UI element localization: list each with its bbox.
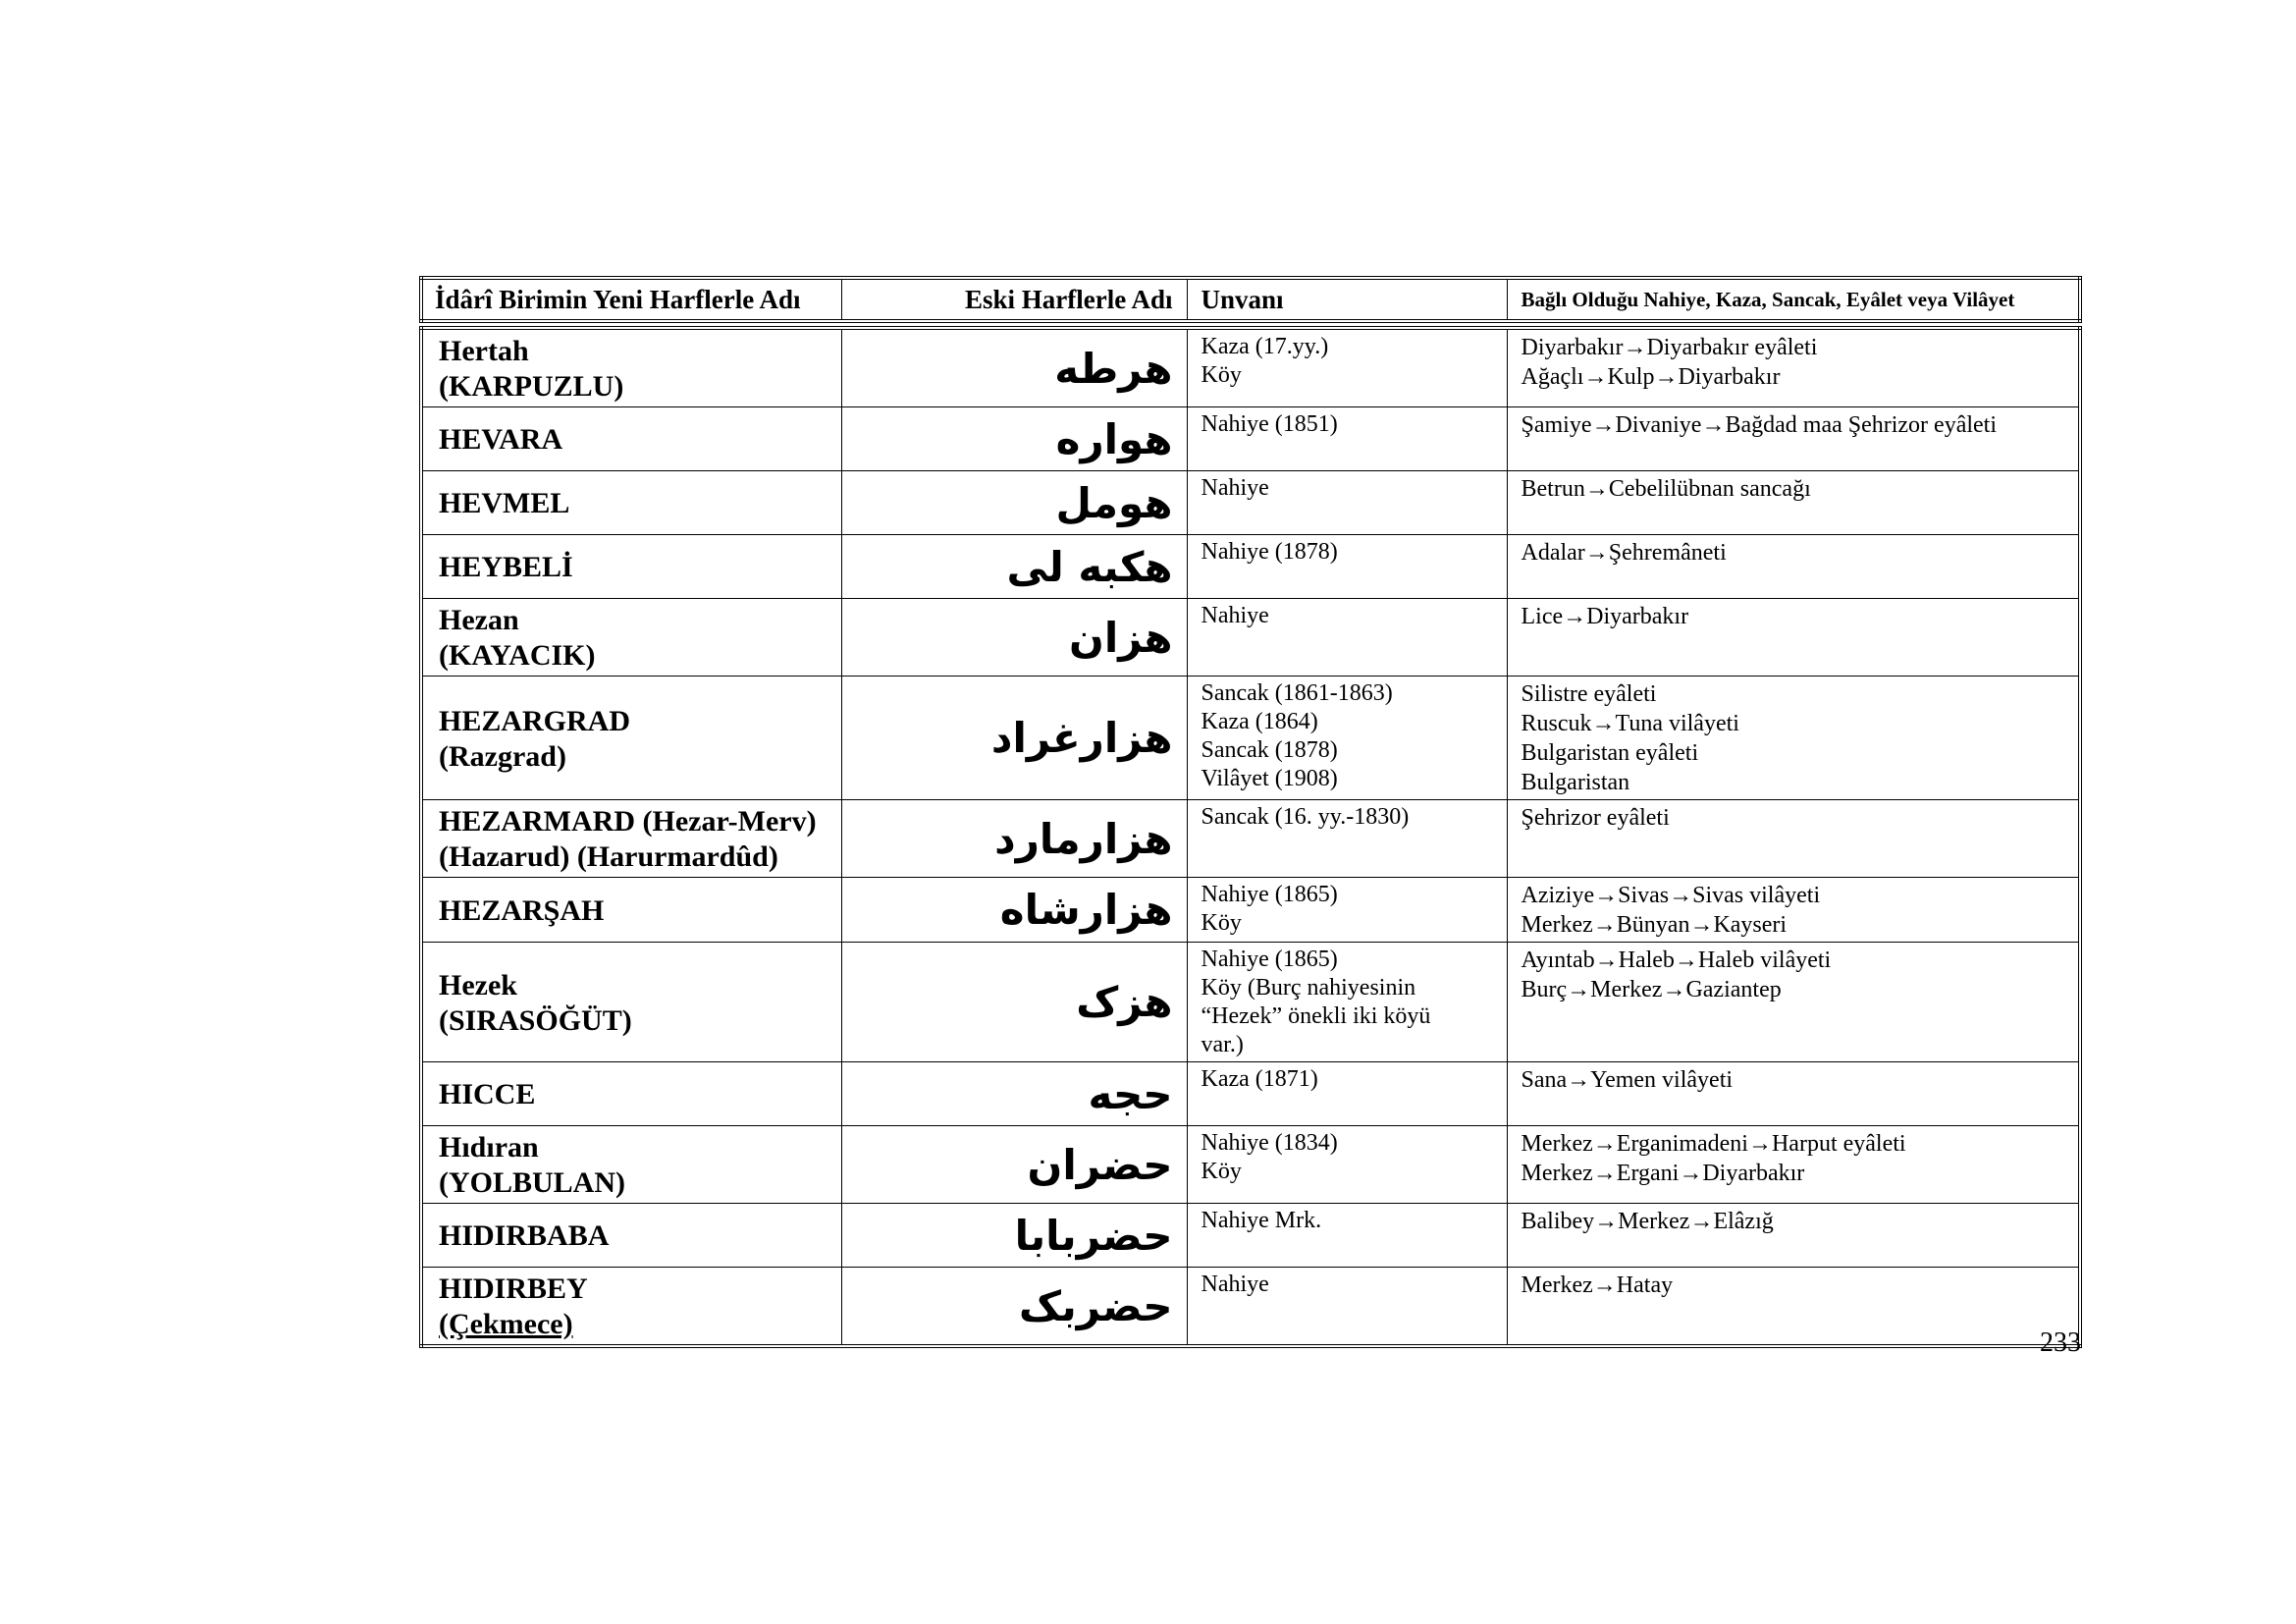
title-line: Köy [1201, 910, 1242, 936]
affiliation-cell [1507, 1062, 2080, 1126]
new-name-line: HEVMEL [439, 487, 570, 519]
old-name-text: هرطه [1054, 344, 1173, 393]
gazetteer-table [419, 276, 2078, 1348]
new-name-cell [421, 677, 841, 800]
affiliation-line: Aziziye→Sivas→Sivas vilâyeti [1521, 883, 1821, 908]
old-name-cell [841, 599, 1187, 677]
old-name-text: هكبه لى [1006, 542, 1173, 591]
affiliation-cell [1507, 1268, 2080, 1347]
title-line: Nahiye [1201, 603, 1269, 628]
title-line: Nahiye [1201, 475, 1269, 501]
table-row [421, 943, 2080, 1062]
title-line: Sancak (16. yy.-1830) [1201, 804, 1410, 830]
affiliation-line: Balibey→Merkez→Elâzığ [1521, 1209, 1774, 1234]
old-name-cell [841, 1268, 1187, 1347]
title-line: Nahiye Mrk. [1201, 1208, 1322, 1233]
old-name-text: حضربک [1018, 1281, 1173, 1330]
affiliation-line: Ruscuk→Tuna vilâyeti [1521, 711, 1739, 736]
old-name-cell [841, 878, 1187, 943]
affiliation-line: Burç→Merkez→Gaziantep [1521, 977, 1782, 1002]
title-cell [1187, 407, 1507, 471]
table-row [421, 878, 2080, 943]
title-cell [1187, 535, 1507, 599]
old-name-cell [841, 677, 1187, 800]
title-line: Nahiye (1834) [1201, 1130, 1338, 1156]
new-name-cell [421, 535, 841, 599]
new-name-line: (KARPUZLU) [439, 370, 624, 403]
title-line: Nahiye (1878) [1201, 539, 1338, 565]
new-name-line: (YOLBULAN) [439, 1166, 626, 1199]
title-line: Kaza (17.yy.) [1201, 334, 1329, 359]
header-affiliation: Bağlı Olduğu Nahiye, Kaza, Sancak, Eyâlet veya Vilâyet [1507, 278, 2080, 321]
table-row [421, 599, 2080, 677]
table-row [421, 407, 2080, 471]
new-name-line: HEVARA [439, 423, 563, 456]
old-name-cell [841, 800, 1187, 878]
affiliation-line: Lice→Diyarbakır [1521, 604, 1689, 629]
table-header [419, 276, 2082, 323]
title-cell [1187, 471, 1507, 535]
affiliation-cell [1507, 471, 2080, 535]
new-name-line: HIDIRBABA [439, 1219, 610, 1252]
affiliation-cell [1507, 800, 2080, 878]
old-name-cell [841, 328, 1187, 407]
new-name-line: HICCE [439, 1078, 536, 1110]
title-line: Sancak (1878) [1201, 737, 1338, 763]
title-cell [1187, 943, 1507, 1062]
title-line: var.) [1201, 1032, 1244, 1057]
new-name-cell [421, 1268, 841, 1347]
new-name-line: HEYBELİ [439, 551, 573, 583]
new-name-line: Hıdıran [439, 1131, 539, 1164]
title-line: Kaza (1871) [1201, 1066, 1318, 1092]
header-old-name: Eski Harflerle Adı [841, 278, 1187, 321]
old-name-text: هزک [1076, 978, 1173, 1026]
new-name-cell [421, 1204, 841, 1268]
affiliation-line: Betrun→Cebelilübnan sancağı [1521, 476, 1811, 502]
old-name-cell [841, 1204, 1187, 1268]
affiliation-cell [1507, 407, 2080, 471]
title-line: Nahiye (1865) [1201, 882, 1338, 907]
table-row [421, 1062, 2080, 1126]
title-line: Köy [1201, 362, 1242, 388]
new-name-cell [421, 407, 841, 471]
affiliation-line: Silistre eyâleti [1521, 681, 1657, 707]
table-row [421, 471, 2080, 535]
title-line: Vilâyet (1908) [1201, 766, 1338, 791]
title-cell [1187, 328, 1507, 407]
affiliation-line: Bulgaristan eyâleti [1521, 740, 1699, 766]
new-name-cell [421, 943, 841, 1062]
new-name-line: HEZARGRAD [439, 704, 631, 737]
new-name-cell [421, 471, 841, 535]
title-cell [1187, 1204, 1507, 1268]
table-body [419, 326, 2082, 1348]
header-new-name: İdârî Birimin Yeni Harflerle Adı [421, 278, 841, 321]
new-name-line: Hezan [439, 604, 519, 636]
new-name-line: (Hazarud) (Harurmardûd) [439, 840, 778, 873]
old-name-cell [841, 471, 1187, 535]
old-name-text: حجه [1088, 1069, 1173, 1118]
new-name-line: Hertah [439, 335, 529, 367]
title-cell [1187, 1268, 1507, 1347]
new-name-line: (SIRASÖĞÜT) [439, 1003, 632, 1037]
new-name-cell [421, 1126, 841, 1204]
title-line: “Hezek” önekli iki köyü [1201, 1003, 1431, 1029]
table-row [421, 800, 2080, 878]
new-name-line: (Razgrad) [439, 739, 566, 773]
title-cell [1187, 800, 1507, 878]
affiliation-cell [1507, 943, 2080, 1062]
affiliation-cell [1507, 328, 2080, 407]
title-line: Nahiye (1851) [1201, 411, 1338, 437]
new-name-cell [421, 1062, 841, 1126]
affiliation-line: Şehrizor eyâleti [1521, 805, 1670, 831]
table-row [421, 535, 2080, 599]
new-name-line: HEZARŞAH [439, 893, 605, 927]
affiliation-line: Diyarbakır→Diyarbakır eyâleti [1521, 335, 1818, 360]
affiliation-line: Merkez→Bünyan→Kayseri [1521, 912, 1788, 938]
affiliation-cell [1507, 677, 2080, 800]
title-line: Nahiye (1865) [1201, 947, 1338, 972]
affiliation-cell [1507, 599, 2080, 677]
old-name-cell [841, 535, 1187, 599]
new-name-cell [421, 878, 841, 943]
new-name-line: Hezek [439, 968, 517, 1001]
title-cell [1187, 878, 1507, 943]
table-row [421, 1126, 2080, 1204]
title-cell [1187, 1062, 1507, 1126]
old-name-text: هومل [1055, 478, 1173, 527]
old-name-cell [841, 1126, 1187, 1204]
title-cell [1187, 599, 1507, 677]
old-name-text: هزارغراد [990, 714, 1173, 762]
table-row [421, 677, 2080, 800]
new-name-cell [421, 328, 841, 407]
old-name-cell [841, 943, 1187, 1062]
new-name-cell [421, 599, 841, 677]
title-line: Köy [1201, 1159, 1242, 1184]
affiliation-line: Adalar→Şehremâneti [1521, 540, 1727, 566]
affiliation-line: Şamiye→Divaniye→Bağdad maa Şehrizor eyâleti [1521, 412, 1998, 438]
old-name-cell [841, 1062, 1187, 1126]
title-line: Nahiye [1201, 1272, 1269, 1297]
old-name-cell [841, 407, 1187, 471]
new-name-line: (KAYACIK) [439, 639, 596, 672]
old-name-text: هزان [1069, 613, 1173, 662]
old-name-text: هزارشاه [999, 886, 1173, 934]
affiliation-cell [1507, 1126, 2080, 1204]
new-name-line: HIDIRBEY [439, 1272, 588, 1305]
affiliation-line: Sana→Yemen vilâyeti [1521, 1067, 1734, 1093]
old-name-text: هزارمارد [994, 814, 1173, 863]
table-row [421, 328, 2080, 407]
affiliation-line: Bulgaristan [1521, 770, 1630, 795]
header-title: Unvanı [1187, 278, 1507, 321]
affiliation-line: Merkez→Hatay [1521, 1272, 1674, 1298]
title-line: Kaza (1864) [1201, 709, 1318, 734]
new-name-line: HEZARMARD (Hezar-Merv) [439, 805, 817, 838]
old-name-text: حضربابا [1014, 1211, 1173, 1260]
table-row [421, 1204, 2080, 1268]
affiliation-line: Merkez→Ergani→Diyarbakır [1521, 1161, 1805, 1186]
title-cell [1187, 677, 1507, 800]
affiliation-cell [1507, 1204, 2080, 1268]
affiliation-cell [1507, 878, 2080, 943]
new-name-line: (Çekmece) [439, 1308, 573, 1340]
page-number: 233 [2040, 1327, 2081, 1358]
title-line: Sancak (1861-1863) [1201, 680, 1393, 706]
old-name-text: هواره [1055, 414, 1173, 463]
affiliation-line: Merkez→Erganimadeni→Harput eyâleti [1521, 1131, 1906, 1157]
old-name-text: حضران [1027, 1140, 1173, 1189]
new-name-cell [421, 800, 841, 878]
affiliation-cell [1507, 535, 2080, 599]
table-row [421, 1268, 2080, 1347]
affiliation-line: Ağaçlı→Kulp→Diyarbakır [1521, 364, 1781, 390]
affiliation-line: Ayıntab→Haleb→Haleb vilâyeti [1521, 947, 1832, 973]
title-cell [1187, 1126, 1507, 1204]
title-line: Köy (Burç nahiyesinin [1201, 975, 1416, 1001]
